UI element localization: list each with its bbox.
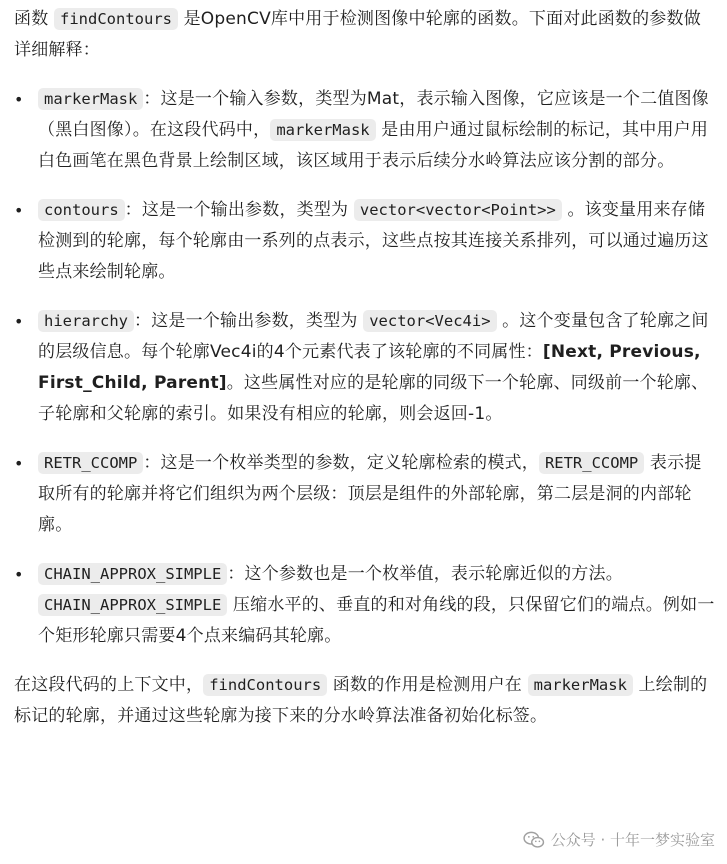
intro-text-1: 函数 xyxy=(14,9,55,29)
item-text: ：这是一个输出参数，类型为 xyxy=(124,200,354,220)
code-vec4i: vector<Vec4i> xyxy=(363,310,496,332)
outro-paragraph xyxy=(14,670,717,732)
list-item-retr-ccomp xyxy=(14,448,717,541)
code-markermask: markerMask xyxy=(38,88,143,110)
outro-text-1: 在这段代码的上下文中， xyxy=(14,675,204,695)
outro-text-2: 函数的作用是检测用户在 xyxy=(327,675,528,695)
item-text: ：这是一个输出参数，类型为 xyxy=(134,311,364,331)
document-body xyxy=(14,4,717,732)
item-text: 压缩水平的、垂直的和对角线的段，只保留它们的端点。例如一个矩形轮廓只需要4个点来编码其轮廓。 xyxy=(38,595,715,646)
item-text: 。该变量用来存储检测到的轮廓，每个轮廓由一系列的点表示，这些点按其连接关系排列，可以通过遍历这些点来绘制轮廓。 xyxy=(38,200,709,282)
wechat-icon xyxy=(523,831,545,849)
item-text: 。这个变量包含了轮廓之间的层级信息。每个轮廓Vec4i的4个元素代表了该轮廓的不同属性： xyxy=(38,311,709,362)
intro-paragraph xyxy=(14,4,717,66)
item-text: ：这是一个枚举类型的参数，定义轮廓检索的模式， xyxy=(143,453,539,473)
item-bold-text: [Next, Previous, First_Child, Parent] xyxy=(38,342,701,393)
code-chain-approx-simple-inline: CHAIN_APPROX_SIMPLE xyxy=(38,594,227,616)
list-item-chain-approx-simple xyxy=(14,559,717,652)
code-findcontours-outro: findContours xyxy=(203,674,327,696)
parameter-list xyxy=(14,84,717,652)
code-markermask-outro: markerMask xyxy=(528,674,633,696)
intro-text-2: 是OpenCV库中用于检测图像中轮廓的函数。下面对此函数的参数做详细解释： xyxy=(14,9,701,60)
code-retr-ccomp: RETR_CCOMP xyxy=(38,452,143,474)
watermark-text: 公众号 · 十年一梦实验室 xyxy=(550,831,715,849)
bullet-icon: • xyxy=(14,201,24,220)
list-item-markermask xyxy=(14,84,717,177)
bullet-icon: • xyxy=(14,565,24,584)
outro-text-3: 上绘制的标记的轮廓，并通过这些轮廓为接下来的分水岭算法准备初始化标签。 xyxy=(14,675,708,726)
bullet-icon: • xyxy=(14,312,24,331)
bullet-icon: • xyxy=(14,454,24,473)
code-hierarchy: hierarchy xyxy=(38,310,134,332)
list-item-hierarchy xyxy=(14,306,717,430)
code-contours: contours xyxy=(38,199,125,221)
code-findcontours: findContours xyxy=(54,8,178,30)
item-text: 是由用户通过鼠标绘制的标记，其中用户用白色画笔在黑色背景上绘制区域，该区域用于表示后续分水岭算法应该分割的部分。 xyxy=(38,120,709,171)
code-retr-ccomp-inline: RETR_CCOMP xyxy=(539,452,644,474)
bullet-icon: • xyxy=(14,90,24,109)
code-vector-point: vector<vector<Point>> xyxy=(354,199,562,221)
item-text: ：这是一个输入参数，类型为Mat，表示输入图像，它应该是一个二值图像（黑白图像）。在这段代码中， xyxy=(38,89,709,140)
watermark xyxy=(523,829,715,850)
item-text: 表示提取所有的轮廓并将它们组织为两个层级：顶层是组件的外部轮廓，第二层是洞的内部轮廓。 xyxy=(38,453,702,535)
item-text: ：这个参数也是一个枚举值，表示轮廓近似的方法。 xyxy=(227,564,623,584)
code-chain-approx-simple: CHAIN_APPROX_SIMPLE xyxy=(38,563,227,585)
code-markermask-inline: markerMask xyxy=(270,119,375,141)
item-text: 。这些属性对应的是轮廓的同级下一个轮廓、同级前一个轮廓、子轮廓和父轮廓的索引。如果没有相应的轮廓，则会返回-1。 xyxy=(38,373,709,424)
list-item-contours xyxy=(14,195,717,288)
